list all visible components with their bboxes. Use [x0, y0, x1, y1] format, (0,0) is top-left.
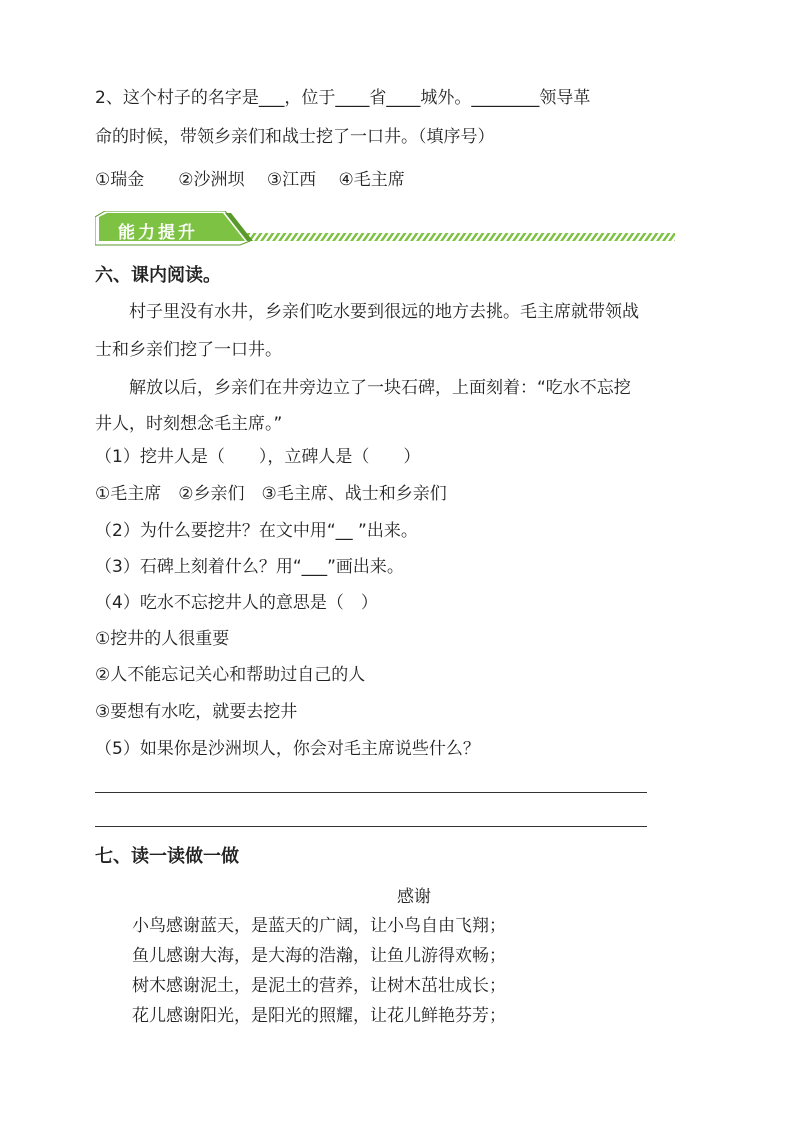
- poem-line: 树木感谢泥土，是泥土的营养，让树木茁壮成长；: [132, 976, 506, 996]
- para1-line1: 村子里没有水井，乡亲们吃水要到很远的地方去挑。毛主席就带领战: [129, 302, 639, 322]
- answer-line-1[interactable]: [95, 792, 647, 793]
- q2-options: ①瑞金 ②沙洲坝 ③江西 ④毛主席: [95, 170, 405, 190]
- poem-title: 感谢: [397, 887, 431, 907]
- banner-title: 能力提升: [118, 223, 198, 243]
- question-2: （2）为什么要挖井？在文中用“__ ”出来。: [95, 521, 418, 541]
- question-4: （4）吃水不忘挖井人的意思是（ ）: [95, 593, 378, 613]
- section7-heading: 七、读一读做一做: [95, 846, 239, 867]
- banner-stripe: [245, 233, 675, 241]
- poem-line: 花儿感谢阳光，是阳光的照耀，让花儿鲜艳芬芳；: [132, 1006, 506, 1026]
- answer-line-2[interactable]: [95, 826, 647, 827]
- poem-line: 鱼儿感谢大海，是大海的浩瀚，让鱼儿游得欢畅；: [132, 946, 506, 966]
- question-1-options: ①毛主席 ②乡亲们 ③毛主席、战士和乡亲们: [95, 484, 447, 504]
- question-1: （1）挖井人是（ ），立碑人是（ ）: [95, 447, 421, 467]
- q2-line2: 命的时候，带领乡亲们和战士挖了一口井。（填序号）: [95, 127, 495, 147]
- poem-line: 小鸟感谢蓝天，是蓝天的广阔，让小鸟自由飞翔；: [132, 916, 506, 936]
- para2-line2: 井人，时刻想念毛主席。”: [95, 414, 283, 434]
- question-4-option-3: ③要想有水吃，就要去挖井: [95, 702, 298, 722]
- section6-heading: 六、课内阅读。: [95, 265, 221, 286]
- q2-line1: 2、这个村子的名字是___，位于____省____城外。________领导革: [95, 88, 591, 108]
- question-3: （3）石碑上刻着什么？用“___”画出来。: [95, 557, 404, 577]
- para1-line2: 士和乡亲们挖了一口井。: [95, 340, 282, 360]
- question-4-option-1: ①挖井的人很重要: [95, 629, 230, 649]
- question-4-option-2: ②人不能忘记关心和帮助过自己的人: [95, 665, 366, 685]
- question-5: （5）如果你是沙洲坝人，你会对毛主席说些什么？: [95, 739, 480, 759]
- para2-line1: 解放以后，乡亲们在井旁边立了一块石碑，上面刻着：“吃水不忘挖: [129, 378, 631, 398]
